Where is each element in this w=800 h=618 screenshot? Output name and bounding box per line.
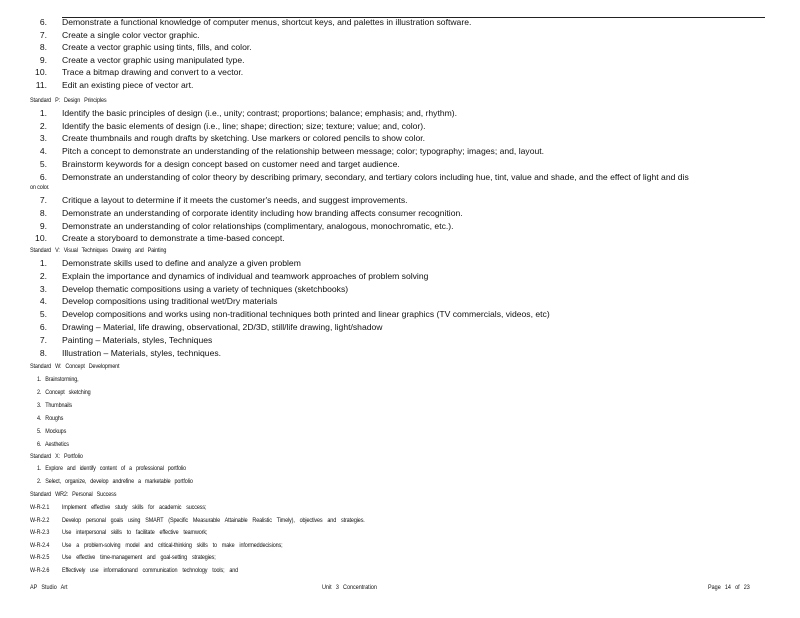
list-item: 3. Thumbnails	[37, 401, 73, 409]
list-item-number: 8.	[39, 347, 47, 358]
wr-code: W-R-2.3	[30, 529, 50, 537]
list-item-text: Develop compositions and works using non-traditional techniques both printed and linear graphics (TV commercials, videos, etc)	[62, 309, 550, 320]
wr-code: W-R-2.6	[30, 567, 50, 574]
wr-code: W-R-2.5	[30, 554, 50, 562]
list-item-number: 9.	[39, 54, 47, 65]
footer-left: AP Studio Art	[30, 584, 68, 591]
list-item-text: Create a vector graphic using tints, fills, and color.	[62, 42, 252, 53]
list-item	[22, 146, 792, 157]
list-item	[22, 17, 792, 28]
list-item	[22, 55, 792, 66]
list-item	[22, 348, 792, 359]
list-item-number: 10.	[35, 67, 47, 78]
list-item-text: Edit an existing piece of vector art.	[62, 80, 194, 90]
list-item-text: Drawing – Material, life drawing, observational, 2D/3D, still/life drawing, light/shadow	[62, 322, 383, 332]
list-item	[22, 108, 792, 119]
list-item-text: Identify the basic elements of design (i.e., line; shape; direction; size; texture; value; and, color).	[62, 120, 426, 131]
list-item-text: Demonstrate an understanding of corporate identity including how branding affects consumer recognition.	[62, 207, 463, 218]
list-item-text: Pitch a concept to demonstrate an understanding of the relationship between message; color; typography; images; and, layout.	[62, 146, 545, 157]
list-item: 1. Explore and identify content of a professional portfolio	[37, 465, 186, 472]
list-item	[22, 195, 792, 206]
wr-text: Effectively use informationand communication technology tools; and	[62, 567, 239, 574]
list-item-text: Create thumbnails and rough drafts by sketching. Use markers or colored pencils to show color.	[62, 133, 426, 144]
list-item-text: Develop compositions using traditional wet/Dry materials	[62, 296, 278, 307]
list-item-number: 5.	[39, 309, 47, 320]
wr-code: W-R-2.2	[30, 516, 50, 524]
list-item	[22, 271, 792, 282]
list-item-text: Demonstrate an understanding of color theory by describing primary, secondary, and tertiary colors including hue, tint, value and shade, and the effect of light and dis	[62, 171, 689, 182]
list-item: 4. Roughs	[37, 414, 64, 422]
list-item-text: Illustration – Materials, styles, techniques.	[62, 347, 222, 358]
list-item-text: Demonstrate an understanding of color relationships (complimentary, analogous, monochromatic, etc.).	[62, 220, 454, 231]
standard-w-heading: Standard W: Concept Development	[30, 363, 120, 370]
list-item	[22, 335, 792, 346]
list-item-text: Create a single color vector graphic.	[62, 29, 200, 40]
list-item-number: 6.	[39, 171, 47, 182]
footer-center: Unit 3 Concentration	[322, 584, 377, 591]
list-item-text: Identify the basic principles of design (i.e., unity; contrast; proportions; balance; emphasis; and, rhythm).	[62, 108, 458, 118]
list-item-text: Brainstorm keywords for a design concept based on customer need and target audience.	[62, 158, 400, 169]
list-item	[22, 159, 792, 170]
standard-v-heading: Standard V: Visual Techniques Drawing and Painting	[30, 247, 167, 254]
wr-text: Implement effective study skills for academic success;	[62, 504, 207, 511]
list-item: 1. Brainstorming,	[37, 376, 79, 383]
wrap-line-on-color: on color.	[30, 184, 50, 191]
list-item	[22, 322, 792, 333]
list-item-text: Create a vector graphic using manipulated type.	[62, 54, 245, 65]
wr-text: Use a problem-solving model and critical-thinking skills to make informeddecisions;	[62, 541, 283, 549]
list-item-number: 6.	[39, 322, 47, 332]
list-item-number: 5.	[39, 158, 47, 169]
list-item-number: 2.	[39, 270, 47, 281]
list-item-number: 2.	[39, 120, 47, 131]
list-item-number: 3.	[39, 133, 47, 144]
wr-text: Develop personal goals using SMART (Specific Measurable Attainable Realistic Timely), objectives and strategies.	[62, 516, 365, 524]
list-item-number: 10.	[35, 233, 47, 244]
list-item-number: 1.	[39, 258, 47, 268]
list-item-number: 4.	[39, 146, 47, 157]
list-item: 2. Select, organize, develop andrefine a marketable portfolio	[37, 477, 193, 485]
list-item-text: Painting – Materials, styles, Techniques	[62, 334, 213, 345]
list-item-number: 6.	[39, 17, 47, 27]
list-item	[22, 284, 792, 295]
list-item-number: 8.	[39, 42, 47, 53]
list-item-number: 11.	[35, 80, 47, 90]
list-item-number: 8.	[39, 207, 47, 218]
list-item	[22, 67, 792, 78]
list-item-text: Explain the importance and dynamics of individual and teamwork approaches of problem solving	[62, 270, 429, 281]
list-item-text: Demonstrate a functional knowledge of computer menus, shortcut keys, and palettes in illustration software.	[62, 17, 472, 27]
list-item	[22, 121, 792, 132]
list-item	[22, 296, 792, 307]
list-item: 2. Concept sketching	[37, 388, 91, 396]
list-item	[22, 309, 792, 320]
list-item: 6. Aesthetics	[37, 440, 69, 448]
list-item-text: Demonstrate skills used to define and analyze a given problem	[62, 258, 301, 268]
list-item-number: 7.	[39, 29, 47, 40]
wr-text: Use effective time-management and goal-setting strategies;	[62, 554, 216, 562]
list-item: 5. Mockups	[37, 427, 67, 435]
list-item	[22, 133, 792, 144]
list-item	[22, 221, 792, 232]
list-item-number: 7.	[39, 334, 47, 345]
list-item-text: Develop thematic compositions using a variety of techniques (sketchbooks)	[62, 283, 349, 294]
list-item-text: Critique a layout to determine if it meets the customer's needs, and suggest improvements.	[62, 195, 408, 205]
list-item	[22, 42, 792, 53]
list-item	[22, 80, 792, 91]
standard-wr2-heading: Standard WR2: Personal Success	[30, 491, 117, 498]
list-item-text: Trace a bitmap drawing and convert to a vector.	[62, 67, 244, 78]
list-item-text: Create a storyboard to demonstrate a time-based concept.	[62, 233, 285, 244]
list-item	[22, 172, 792, 183]
standard-p-heading: Standard P: Design Principles	[30, 97, 107, 104]
standard-x-heading: Standard X: Portfolio	[30, 453, 83, 460]
list-item-number: 9.	[39, 220, 47, 231]
list-item-number: 1.	[39, 108, 47, 118]
wr-code: W-R-2.4	[30, 541, 50, 549]
list-item-number: 3.	[39, 283, 47, 294]
list-item	[22, 258, 792, 269]
list-item-number: 4.	[39, 296, 47, 307]
wr-code: W-R-2.1	[30, 504, 50, 511]
wr-text: Use interpersonal skills to facilitate effective teamwork;	[62, 529, 208, 537]
list-item	[22, 30, 792, 41]
list-item	[22, 208, 792, 219]
footer-right: Page 14 of 23	[708, 584, 750, 591]
list-item-number: 7.	[39, 195, 47, 205]
list-item	[22, 233, 792, 244]
